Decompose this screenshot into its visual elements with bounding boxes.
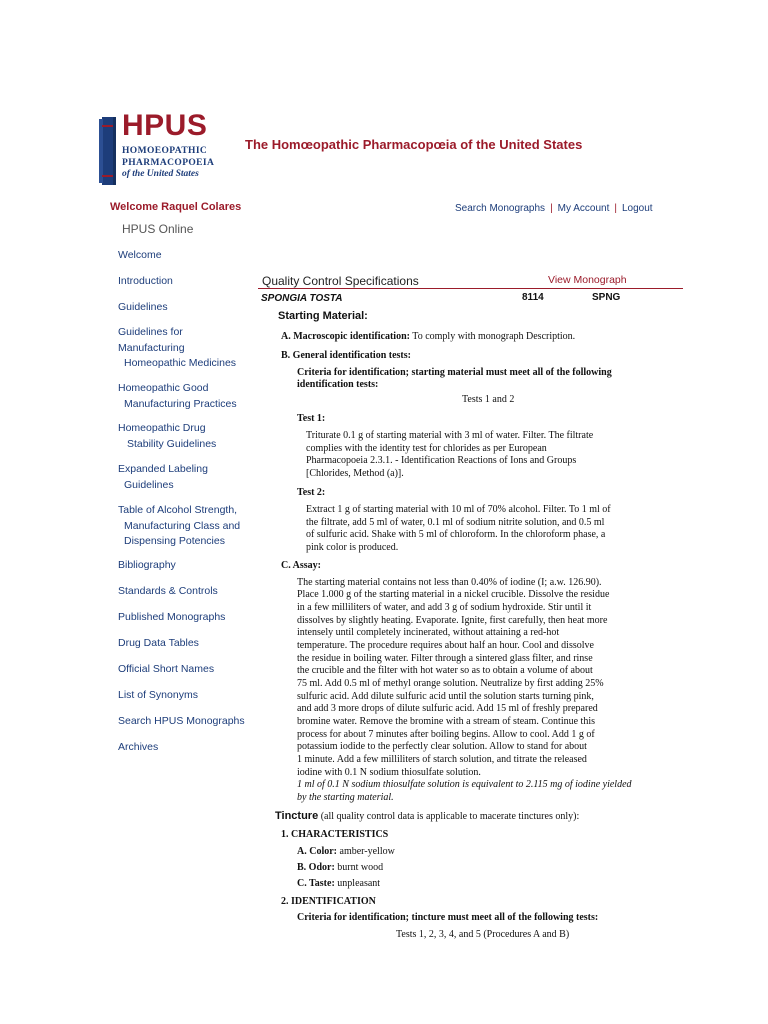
sidebar-item-drug-data-tables[interactable] [118,636,258,652]
color-label: A. Color: [297,846,337,857]
sidebar-item-stability[interactable] [118,421,258,452]
sidebar-item-label: List of Synonyms [118,689,198,701]
sidebar-item-manufacturing-guidelines[interactable] [118,325,258,372]
odor-value: burnt wood [334,862,384,873]
assay-line: temperature. The procedure requires about half an hour. Cool and dissolve [297,640,594,651]
assay-note: by the starting material. [297,792,394,803]
sidebar-item-label: Stability Guidelines [127,437,217,450]
nav-separator: | [550,203,553,214]
logo-line-3: of the United States [122,169,199,179]
sidebar-item-short-names[interactable] [118,662,258,678]
test-2-line: Extract 1 g of starting material with 10 ml of 70% alcohol. Filter. To 1 ml of [306,504,611,515]
assay-note: 1 ml of 0.1 N sodium thiosulfate solution is equivalent to 2.115 mg of iodine yielded [297,779,632,790]
starting-material-heading: Starting Material: [278,310,368,322]
test-2-line: the filtrate, add 5 ml of water, 0.1 ml of sodium nitrite solution, and 0.5 ml [306,517,605,528]
assay-line: and add 3 more drops of dilute sulfuric acid. Add 15 ml of freshly prepared [297,703,598,714]
logo-wordmark: HPUS [122,109,208,142]
sidebar-item-label: Manufacturing [118,341,185,354]
assay-line: the crucible and the filter with hot water so as to obtain a volume of about [297,665,593,676]
sidebar-item-welcome[interactable] [118,248,258,264]
logo-line-2: PHARMACOPOEIA [122,158,215,168]
book-icon [98,117,118,185]
sidebar-item-label: Introduction [118,275,173,287]
sidebar-item-label: Dispensing Potencies [124,535,225,547]
search-monographs-link[interactable]: Search Monographs [455,203,546,214]
test-1-line: complies with the identity test for chlorides as per European [306,443,547,454]
sidebar-item-label: Archives [118,741,159,753]
sidebar-item-label: Welcome [118,249,162,261]
tincture-label: Tincture [275,810,319,822]
drug-code: 8114 [522,292,544,303]
nav-separator: | [614,203,617,214]
sidebar-item-label: Expanded Labeling [118,463,208,475]
test-2-label: Test 2: [297,487,326,498]
assay-line: in a few milliliters of water, and add 3 g of sodium hydroxide. Stir until it [297,602,592,613]
sidebar-item-label: Homeopathic Medicines [124,357,237,369]
sidebar-item-label: Homeopathic Good [118,382,209,394]
tincture-heading [275,810,579,824]
assay-line: sulfuric acid. Add dilute sulfuric acid until the solution starts turning pink, [297,691,594,702]
tests-required: Tests 1, 2, 3, 4, and 5 (Procedures A and B) [396,929,570,940]
site-title: The Homœopathic Pharmacopœia of the United States [245,137,583,152]
logout-link[interactable]: Logout [621,203,653,214]
assay-line: potassium iodide to the perfectly clear solution. Allow to stand for about [297,741,587,752]
criteria-line: Criteria for identification; tincture must meet all of the following tests: [297,912,599,923]
criteria-line: identification tests: [297,379,379,390]
top-nav [455,203,653,214]
sidebar-item-synonyms[interactable] [118,688,258,704]
sidebar-item-label: Homeopathic Drug [118,422,206,434]
assay-line: the residue in boiling water. Filter through a sintered glass filter, and rinse [297,653,593,664]
assay-line: bromine water. Remove the bromine with a stream of steam. Continue this [297,716,595,727]
test-1-line: Pharmacopoeia 2.3.1. - Identification Reactions of Ions and Groups [306,455,577,466]
color-row [297,846,395,859]
odor-row [297,862,383,875]
taste-row [297,878,380,891]
sidebar-item-label: Guidelines for [118,326,183,338]
sidebar-item-label: Manufacturing Practices [124,397,237,410]
divider [258,288,683,289]
hpus-logo [98,109,228,185]
sidebar-item-published-monographs[interactable] [118,610,258,626]
tests-required: Tests 1 and 2 [462,394,515,405]
assay-line: process for about 7 minutes after boiling begins. Allow to cool. Add 1 g of [297,729,595,740]
sidebar-item-label: Bibliography [118,559,176,571]
sidebar-item-guidelines[interactable] [118,300,258,316]
identification-heading: 2. IDENTIFICATION [281,896,376,907]
sidebar-item-label: Published Monographs [118,611,226,623]
section-text: To comply with monograph Description. [409,331,576,342]
assay-line: dissolves by slightly heating. Evaporate. Ignite, first carefully, then heat more [297,615,608,626]
assay-line: The starting material contains not less than 0.40% of iodine (I; a.w. 126.90). [297,577,602,588]
test-2-line: of sulfuric acid. Shake with 5 ml of chloroform. In the chloroform phase, a [306,529,606,540]
sidebar-item-label: Drug Data Tables [118,637,199,649]
odor-label: B. Odor: [297,862,335,873]
taste-label: C. Taste: [297,878,335,889]
sidebar-item-label: Table of Alcohol Strength, [118,504,238,516]
sidebar-item-archives[interactable] [118,740,258,756]
assay-heading: C. Assay: [281,560,322,571]
assay-line: Place 1.000 g of the starting material in a nickel crucible. Dissolve the residue [297,589,610,600]
sidebar-item-label: Manufacturing Class and [124,519,241,532]
sidebar-item-standards[interactable] [118,584,258,600]
sidebar-item-gmp[interactable] [118,381,258,412]
view-monograph-link[interactable]: View Monograph [548,274,627,286]
taste-value: unpleasant [334,878,381,889]
sidebar-item-expanded-labeling[interactable] [118,462,258,493]
logo-line-1: HOMOEOPATHIC [122,146,208,156]
test-2-line: pink color is produced. [306,542,399,553]
assay-line: iodine with 0.1 N sodium thiosulfate solution. [297,767,481,778]
test-1-line: Triturate 0.1 g of starting material with 3 ml of water. Filter. The filtrate [306,430,594,441]
welcome-text: Welcome Raquel Colares [110,201,242,213]
sidebar-item-search[interactable] [118,714,258,730]
sidebar-item-label: Guidelines [124,478,174,491]
assay-line: intensely until completely incinerated, without attaining a red-hot [297,627,560,638]
sidebar-title: HPUS Online [122,222,194,236]
sidebar-item-label: Guidelines [118,301,168,313]
drug-name: SPONGIA TOSTA [261,293,343,304]
page-title: Quality Control Specifications [262,274,419,288]
drug-abbreviation: SPNG [592,292,621,303]
general-identification-heading: B. General identification tests: [281,350,411,361]
sidebar-item-introduction[interactable] [118,274,258,290]
assay-line: 75 ml. Add 0.5 ml of methyl orange solution. Neutralize by first adding 25% [297,678,604,689]
assay-line: 1 minute. Add a few milliliters of starch solution, and titrate the released [297,754,587,765]
sidebar-item-label: Standards & Controls [118,585,218,597]
color-value: amber-yellow [337,846,395,857]
criteria-line: Criteria for identification; starting material must meet all of the following [297,367,612,378]
characteristics-heading: 1. CHARACTERISTICS [281,829,389,840]
test-1-label: Test 1: [297,413,326,424]
macroscopic-identification [281,331,575,344]
sidebar-item-label: Search HPUS Monographs [118,715,245,727]
my-account-link[interactable]: My Account [557,203,610,214]
tincture-note: (all quality control data is applicable to macerate tinctures only): [318,811,580,822]
sidebar-item-label: Official Short Names [118,663,215,675]
test-1-line: [Chlorides, Method (a)]. [306,468,404,479]
section-label: A. Macroscopic identification: [281,331,410,342]
sidebar-item-alcohol-table[interactable] [118,503,258,550]
sidebar-item-bibliography[interactable] [118,558,258,574]
